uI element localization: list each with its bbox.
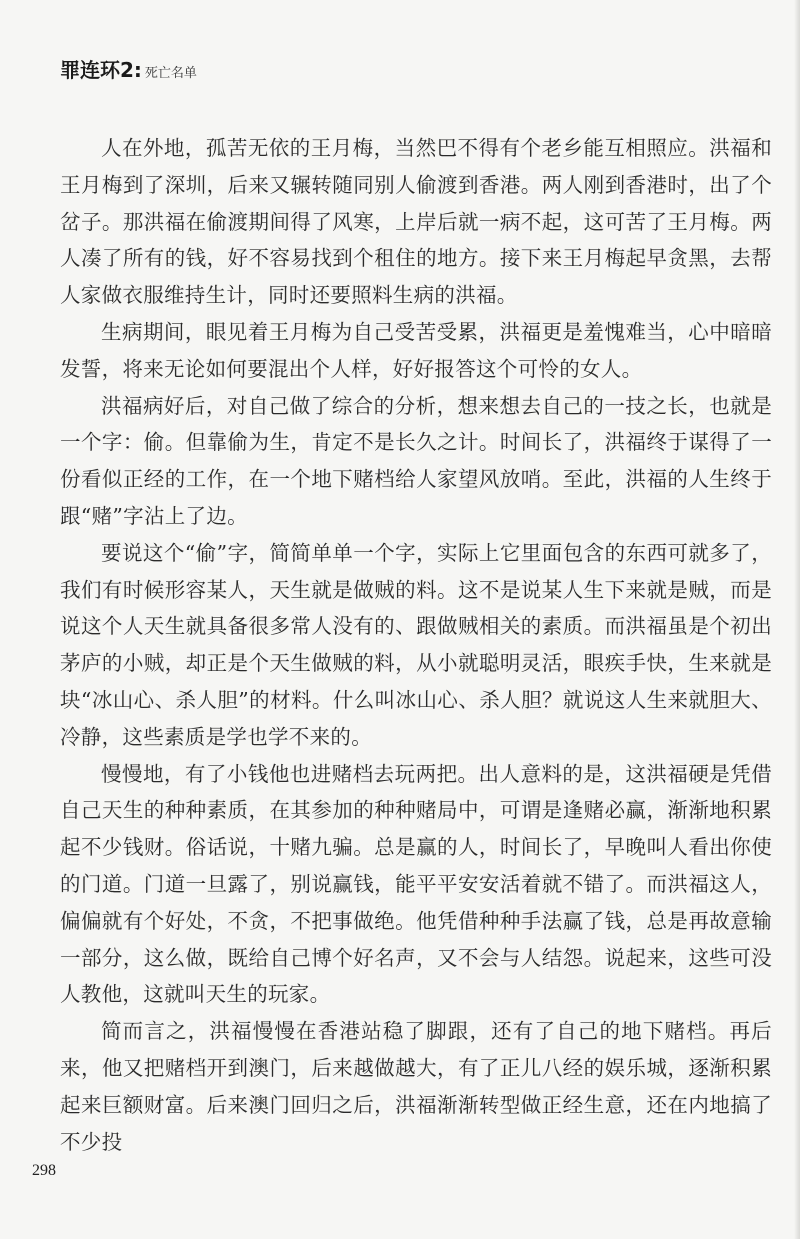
book-title: 罪连环2:	[60, 58, 142, 82]
paragraph: 要说这个“偷”字，简简单单一个字，实际上它里面包含的东西可就多了，我们有时候形容某人，天生就是做贼的料。这不是说某人生下来就是贼，而是说这个人天生就具备很多常人没有的、跟做贼相关的素质。而洪福虽是个初出茅庐的小贼，却正是个天生做贼的料，从小就聪明灵活，眼疾手快，生来就是块“冰山心、杀人胆”的材料。什么叫冰山心、杀人胆？就说这人生来就胆大、冷静，这些素质是学也学不来的。	[60, 540, 772, 749]
paragraph: 慢慢地，有了小钱他也进赌档去玩两把。出人意料的是，这洪福硬是凭借自己天生的种种素质，在其参加的种种赌局中，可谓是逢赌必赢，渐渐地积累起不少钱财。俗话说，十赌九骗。总是赢的人，时间长了，早晚叫人看出你使的门道。门道一旦露了，别说赢钱，能平平安安活着就不错了。而洪福这人，偏偏就有个好处，不贪，不把事做绝。他凭借种种手法赢了钱，总是再故意输一部分，这么做，既给自己博个好名声，又不会与人结怨。说起来，这些可没人教他，这就叫天生的玩家。	[60, 761, 772, 1007]
page-edge-shadow	[794, 0, 800, 1239]
paragraph: 洪福病好后，对自己做了综合的分析，想来想去自己的一技之长，也就是一个字：偷。但靠偷为生，肯定不是长久之计。时间长了，洪福终于谋得了一份看似正经的工作，在一个地下赌档给人家望风放哨。至此，洪福的人生终于跟“赌”字沾上了边。	[60, 393, 772, 528]
page-number: 298	[32, 1162, 56, 1179]
paragraph: 生病期间，眼见着王月梅为自己受苦受累，洪福更是羞愧难当，心中暗暗发誓，将来无论如何要混出个人样，好好报答这个可怜的女人。	[60, 319, 772, 381]
paragraph: 人在外地，孤苦无依的王月梅，当然巴不得有个老乡能互相照应。洪福和王月梅到了深圳，后来又辗转随同别人偷渡到香港。两人刚到香港时，出了个岔子。那洪福在偷渡期间得了风寒，上岸后就一病不起，这可苦了王月梅。两人凑了所有的钱，好不容易找到个租住的地方。接下来王月梅起早贪黑，去帮人家做衣服维持生计，同时还要照料生病的洪福。	[60, 136, 772, 308]
body-text	[60, 130, 772, 1160]
running-header	[60, 54, 197, 83]
book-subtitle: 死亡名单	[144, 66, 197, 81]
paragraph: 简而言之，洪福慢慢在香港站稳了脚跟，还有了自己的地下赌档。再后来，他又把赌档开到澳门，后来越做越大，有了正儿八经的娱乐城，逐渐积累起来巨额财富。后来澳门回归之后，洪福渐渐转型做正经生意，还在内地搞了不少投	[60, 1019, 772, 1154]
